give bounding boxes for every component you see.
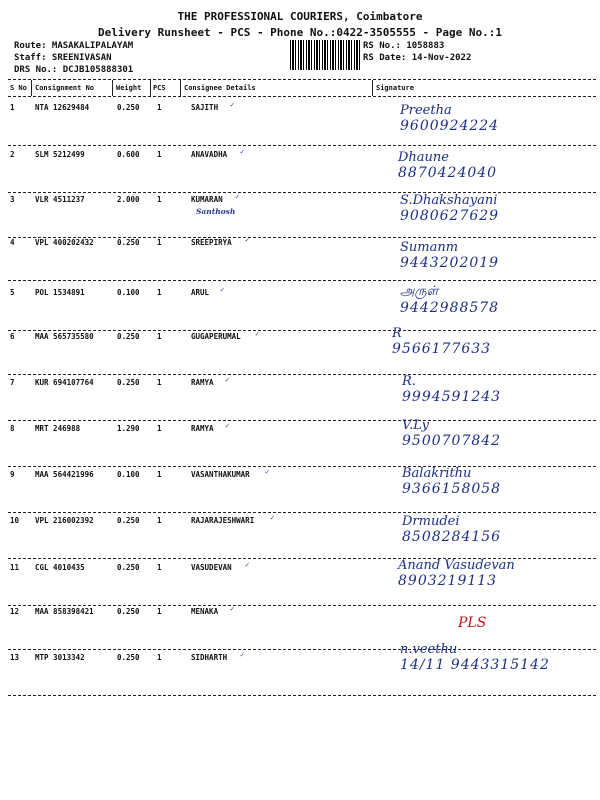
check-mark-icon: ✓ <box>245 235 250 244</box>
row-consignee-name: RAMYA <box>191 378 214 387</box>
check-mark-icon: ✓ <box>225 375 230 384</box>
row-sno: 13 <box>10 653 20 662</box>
row-weight: 2.000 <box>117 195 140 204</box>
row-separator <box>8 330 596 331</box>
signature-name: n.veethu <box>400 642 458 657</box>
row-pcs: 1 <box>157 470 162 479</box>
signature <box>400 240 499 271</box>
check-mark-icon: ✓ <box>240 147 245 156</box>
signature-name: R. <box>402 374 416 389</box>
signature <box>402 514 501 545</box>
row-weight: 0.250 <box>117 103 140 112</box>
row-weight: 0.250 <box>117 607 140 616</box>
signature-phone: 8903219113 <box>398 573 498 589</box>
row-separator <box>8 466 596 467</box>
row-pcs: 1 <box>157 238 162 247</box>
signature-phone: 9442988578 <box>400 300 500 316</box>
row-pcs: 1 <box>157 563 162 572</box>
signature-name: V.Ly <box>402 418 429 433</box>
signature <box>402 374 501 405</box>
signature-phone: 9080627629 <box>400 208 500 224</box>
row-consignment-no: MAA 564421996 <box>35 470 94 479</box>
row-sno: 5 <box>10 288 15 297</box>
row-sno: 10 <box>10 516 20 525</box>
header-top-rule <box>8 79 596 80</box>
signature <box>398 558 515 589</box>
row-separator <box>8 605 596 606</box>
rs-date: RS Date: 14-Nov-2022 <box>363 53 472 63</box>
row-consignment-no: KUR 694107764 <box>35 378 94 387</box>
row-separator <box>8 420 596 421</box>
check-mark-icon: ✓ <box>235 192 240 201</box>
row-pcs: 1 <box>157 607 162 616</box>
row-sno: 3 <box>10 195 15 204</box>
row-pcs: 1 <box>157 195 162 204</box>
signature-name: S.Dhakshayani <box>400 193 498 208</box>
row-consignee-name: KUMARAN <box>191 195 223 204</box>
row-weight: 0.250 <box>117 563 140 572</box>
handwritten-note: Santhosh <box>196 207 236 216</box>
row-pcs: 1 <box>157 653 162 662</box>
col-divider <box>31 80 32 96</box>
col-header-pcs: PCS <box>153 84 166 92</box>
row-pcs: 1 <box>157 332 162 341</box>
signature-phone: 9500707842 <box>402 433 502 449</box>
row-consignee-name: SIDHARTH <box>191 653 228 662</box>
row-sno: 6 <box>10 332 15 341</box>
row-sno: 1 <box>10 103 15 112</box>
signature <box>400 193 499 224</box>
check-mark-icon: ✓ <box>255 329 260 338</box>
row-separator <box>8 512 596 513</box>
route-label: Route: MASAKALIPALAYAM <box>14 41 134 51</box>
row-consignee-name: SREEPIRYA <box>191 238 232 247</box>
col-divider <box>372 80 373 96</box>
row-consignee-name: RAJARAJESHWARI <box>191 516 255 525</box>
header-bottom-rule <box>8 96 596 97</box>
staff-label: Staff: SREENIVASAN <box>14 53 112 63</box>
row-consignee-name: VASANTHAKUMAR <box>191 470 250 479</box>
row-separator <box>8 695 596 696</box>
check-mark-icon: ✓ <box>225 421 230 430</box>
col-header-consignee: Consignee Details <box>184 84 256 92</box>
signature-name: Balakrithu <box>402 466 472 481</box>
row-consignment-no: POL 1534891 <box>35 288 85 297</box>
row-pcs: 1 <box>157 103 162 112</box>
signature <box>400 642 550 673</box>
signature-phone: 9600924224 <box>400 118 500 134</box>
signature-phone: 9366158058 <box>402 481 502 497</box>
signature-phone: 8508284156 <box>402 529 502 545</box>
row-consignment-no: MAA 858398421 <box>35 607 94 616</box>
row-consignee-name: GUGAPERUMAL <box>191 332 241 341</box>
check-mark-icon: ✓ <box>230 100 235 109</box>
signature-phone: 9443202019 <box>400 255 500 271</box>
barcode <box>290 40 362 70</box>
row-consignment-no: MRT 246988 <box>35 424 81 433</box>
signature <box>400 284 499 316</box>
check-mark-icon: ✓ <box>240 650 245 659</box>
row-consignment-no: MTP 3013342 <box>35 653 85 662</box>
drs-number: DRS No.: DCJB105888301 <box>14 65 134 75</box>
runsheet-title: THE PROFESSIONAL COURIERS, Coimbatore <box>177 10 423 23</box>
signature-name: Anand Vasudevan <box>398 558 515 573</box>
col-divider <box>112 80 113 96</box>
row-consignee-name: RAMYA <box>191 424 214 433</box>
signature-name: Drmudei <box>402 514 460 529</box>
row-consignment-no: CGL 4010435 <box>35 563 85 572</box>
row-sno: 7 <box>10 378 15 387</box>
col-divider <box>180 80 181 96</box>
row-weight: 0.250 <box>117 516 140 525</box>
check-mark-icon: ✓ <box>265 467 270 476</box>
row-weight: 0.250 <box>117 238 140 247</box>
runsheet-subtitle: Delivery Runsheet - PCS - Phone No.:0422-3505555 - Page No.:1 <box>98 26 502 39</box>
col-divider <box>150 80 151 96</box>
col-header-signature: Signature <box>376 84 414 92</box>
check-mark-icon: ✓ <box>230 604 235 613</box>
pls-annotation: PLS <box>458 615 487 631</box>
row-pcs: 1 <box>157 150 162 159</box>
row-consignee-name: ANAVADHA <box>191 150 228 159</box>
signature-name: Sumanm <box>400 240 459 255</box>
signature <box>398 150 497 181</box>
row-separator <box>8 145 596 146</box>
signature <box>402 418 501 449</box>
check-mark-icon: ✓ <box>220 285 225 294</box>
row-sno: 9 <box>10 470 15 479</box>
col-header-sno: S No <box>10 84 27 92</box>
signature-name: Preetha <box>400 103 452 118</box>
row-pcs: 1 <box>157 516 162 525</box>
row-separator <box>8 192 596 193</box>
signature-name: Dhaune <box>398 150 449 165</box>
row-separator <box>8 374 596 375</box>
row-weight: 1.290 <box>117 424 140 433</box>
rs-number: RS No.: 1058883 <box>363 41 445 51</box>
row-weight: 0.250 <box>117 378 140 387</box>
row-consignment-no: NTA 12629484 <box>35 103 90 112</box>
signature <box>402 466 501 497</box>
row-consignment-no: MAA 565735580 <box>35 332 94 341</box>
row-separator <box>8 280 596 281</box>
row-weight: 0.250 <box>117 653 140 662</box>
row-weight: 0.100 <box>117 470 140 479</box>
signature-phone: 9994591243 <box>402 389 502 405</box>
check-mark-icon: ✓ <box>270 513 275 522</box>
signature-name: R <box>392 326 402 341</box>
row-consignee-name: VASUDEVAN <box>191 563 232 572</box>
row-consignee-name: SAJITH <box>191 103 219 112</box>
row-weight: 0.100 <box>117 288 140 297</box>
check-mark-icon: ✓ <box>245 560 250 569</box>
signature-phone: 8870424040 <box>398 165 498 181</box>
signature <box>392 326 491 357</box>
col-header-weight: Weight <box>116 84 142 92</box>
signature <box>400 103 499 134</box>
row-weight: 0.250 <box>117 332 140 341</box>
signature-name: அருள் <box>400 284 439 299</box>
row-sno: 2 <box>10 150 15 159</box>
row-pcs: 1 <box>157 378 162 387</box>
row-sno: 11 <box>10 563 20 572</box>
row-pcs: 1 <box>157 288 162 297</box>
row-consignee-name: MENAKA <box>191 607 219 616</box>
col-header-consignment: Consignment No <box>35 84 95 92</box>
row-sno: 4 <box>10 238 15 247</box>
row-consignee-name: ARUL <box>191 288 210 297</box>
row-consignment-no: VLR 4511237 <box>35 195 85 204</box>
row-consignment-no: SLM 5212499 <box>35 150 85 159</box>
signature-phone: 14/11 9443315142 <box>400 657 550 673</box>
row-consignment-no: VPL 400202432 <box>35 238 94 247</box>
row-weight: 0.600 <box>117 150 140 159</box>
row-sno: 12 <box>10 607 20 616</box>
row-sno: 8 <box>10 424 15 433</box>
row-consignment-no: VPL 216002392 <box>35 516 94 525</box>
signature-phone: 9566177633 <box>392 341 492 357</box>
row-pcs: 1 <box>157 424 162 433</box>
